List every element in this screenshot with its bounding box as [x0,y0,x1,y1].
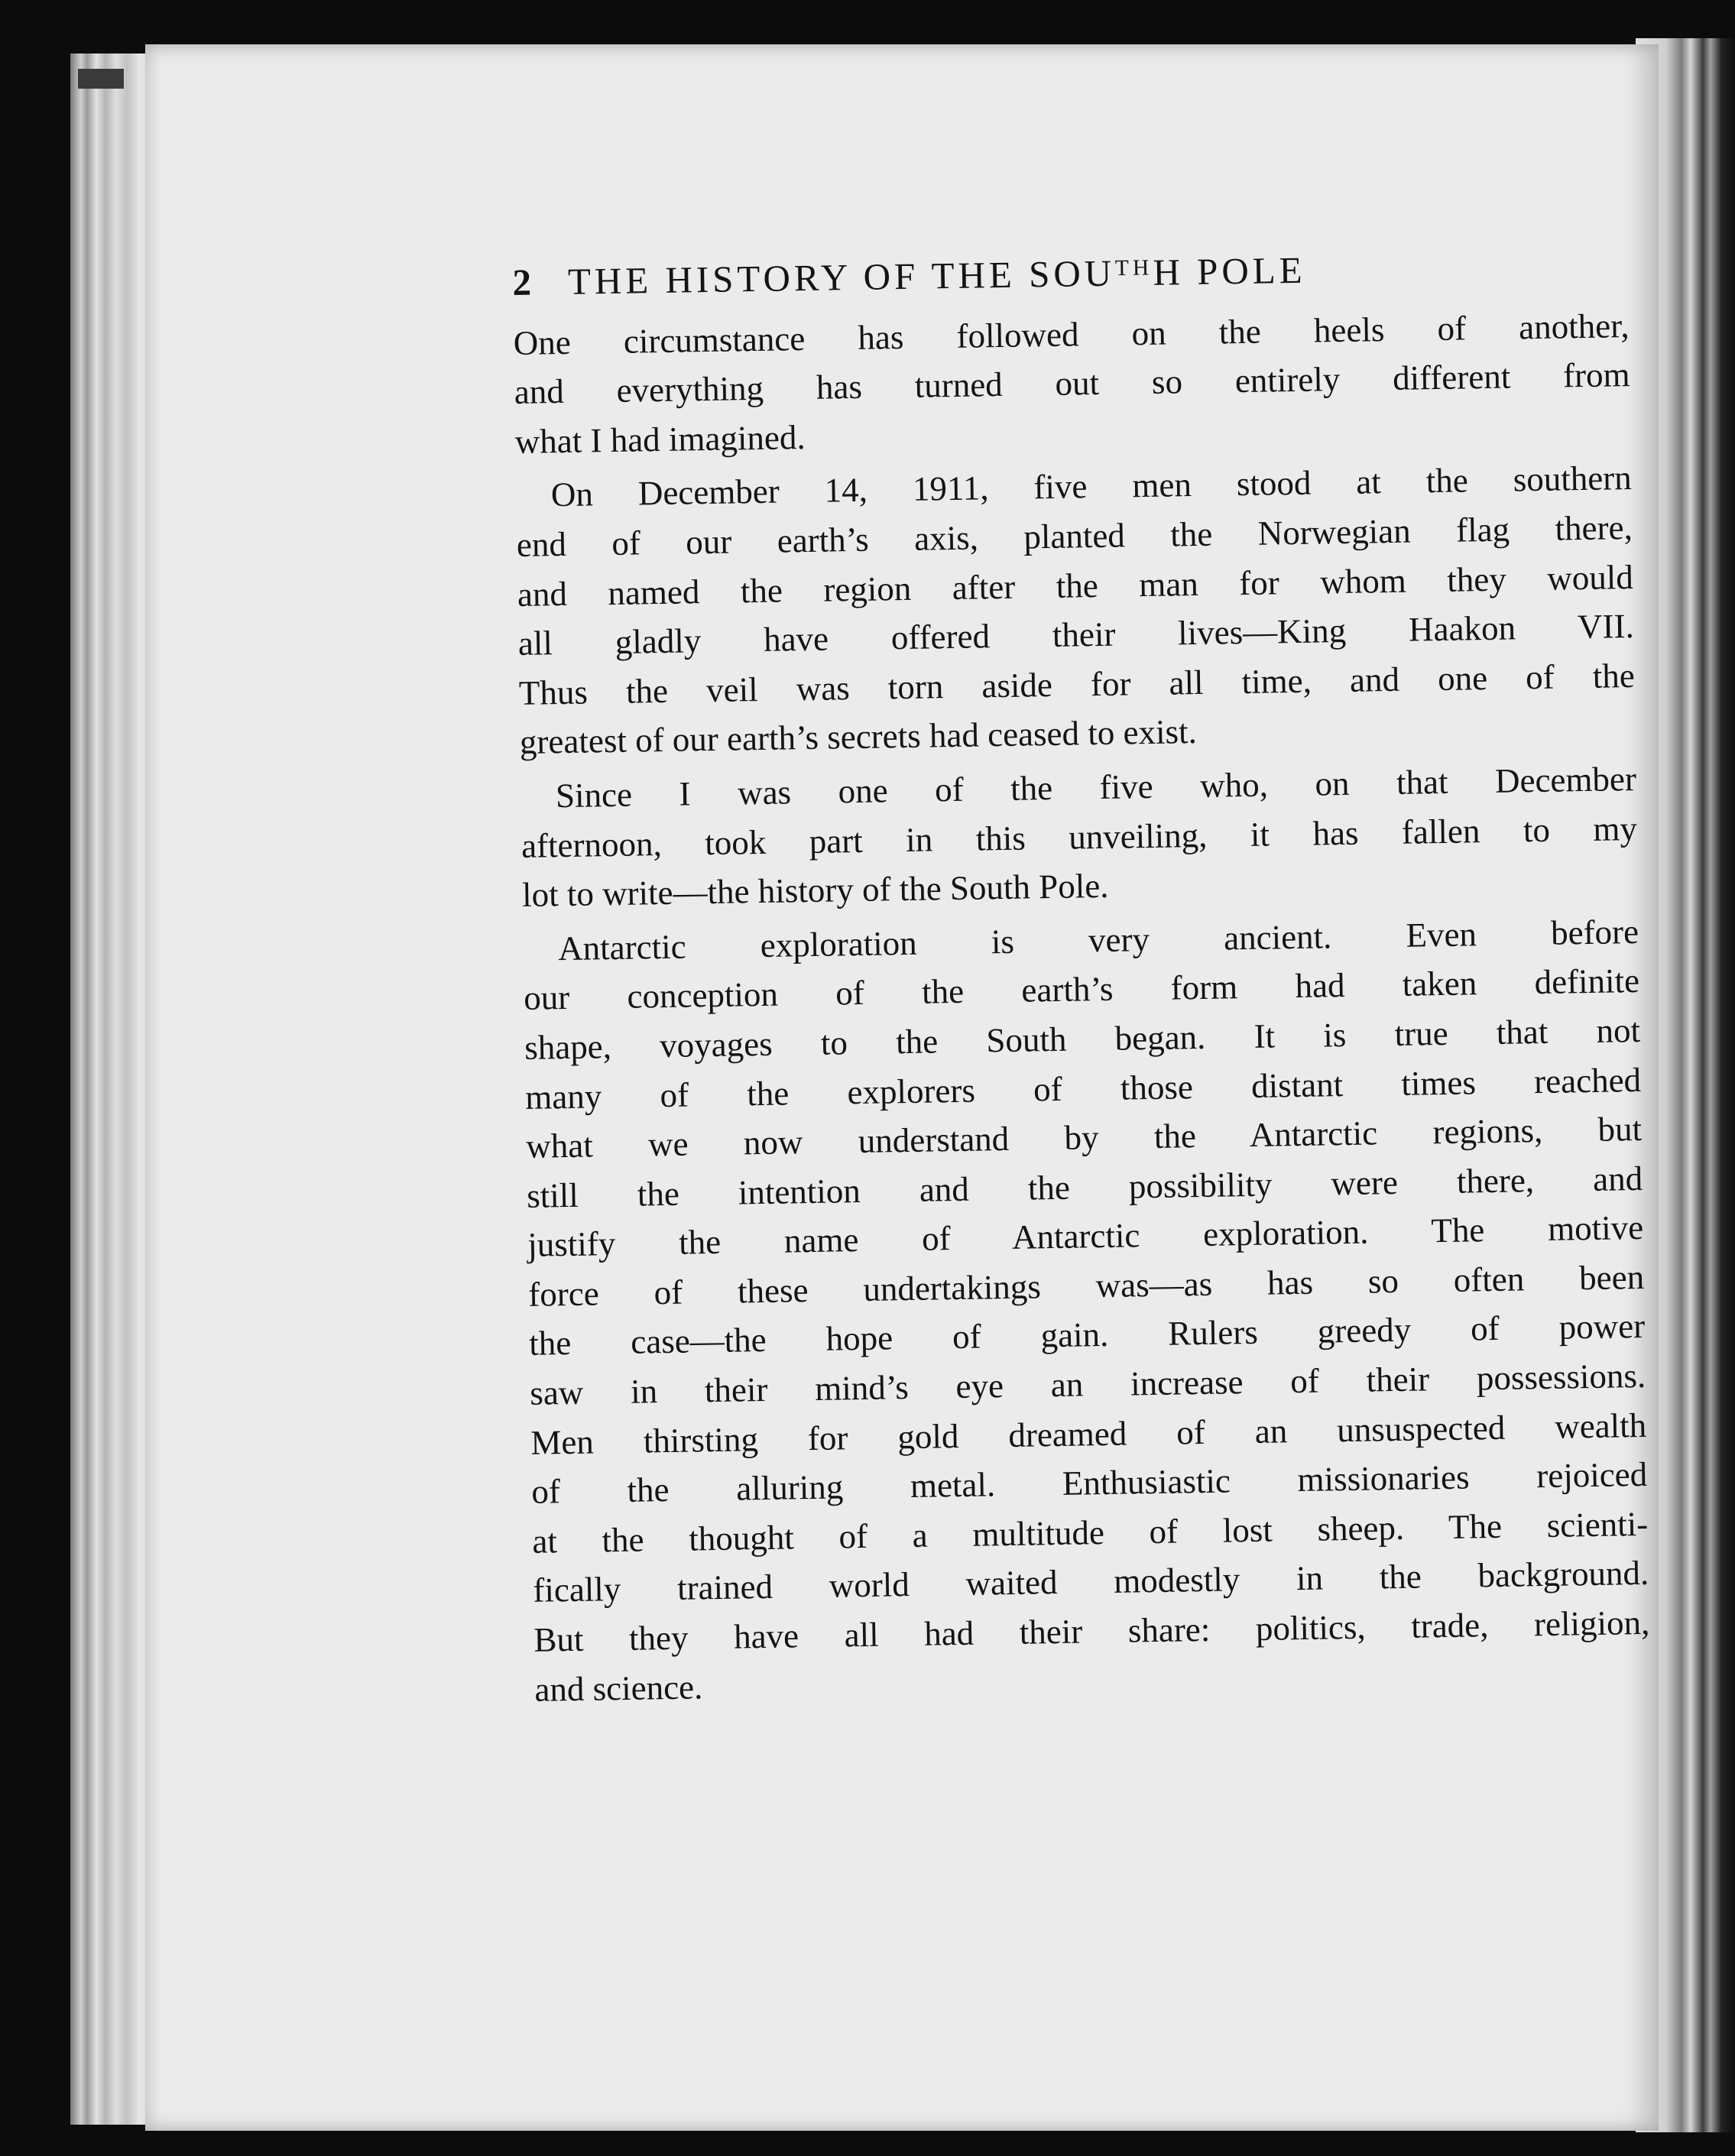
text-line: One circumstance has followed on the heels of another, [513,306,1630,362]
text-line: still the intention and the possibility were there, and [526,1159,1643,1215]
text-line: Since I was one of the five who, on that December [555,759,1637,815]
text-line: Men thirsting for gold dreamed of an unsuspected wealth [530,1405,1647,1462]
text-line: saw in their mind’s eye an increase of their possessions. [529,1356,1646,1412]
text-line: greatest of our earth’s secrets had ceased to exist. [519,712,1198,762]
text-line: of the alluring metal. Enthusiastic missionaries rejoiced [530,1455,1648,1512]
running-title: THE HISTORY OF THE SOUᵀᴴH POLE [567,248,1306,303]
text-line: fically trained world waited modestly in the background. [532,1554,1649,1610]
text-line: afternoon, took part in this unveiling, it has fallen to my [520,809,1638,865]
text-line: our conception of the earth’s form had taken definite [523,961,1640,1018]
text-line: justify the name of Antarctic exploration. The motive [527,1208,1644,1265]
text-line: what I had imagined. [514,417,806,461]
page-number: 2 [512,261,535,303]
text-line: and everything has turned out so entirely different from [514,355,1630,412]
text-line: all gladly have offered their lives—King Haakon VII. [517,607,1635,663]
text-line: lot to write—the history of the South Pole. [521,866,1109,915]
text-line: and named the region after the man for whom they would [517,557,1634,614]
edge-notch [78,69,124,89]
text-line: many of the explorers of those distant times reached [524,1060,1642,1117]
text-line: shape, voyages to the South began. It is true that not [524,1010,1641,1067]
text-line: the case—the hope of gain. Rulers greedy of power [528,1307,1646,1363]
paragraph-3 [520,754,1639,920]
text-line: what we now understand by the Antarctic regions, but [525,1110,1643,1166]
left-page-edges [70,53,154,2125]
book-page [145,44,1659,2131]
text-line: force of these undertakings was—as has so often been [527,1257,1645,1314]
running-head [512,241,1629,308]
text-line: On December 14, 1911, five men stood at the southern [550,459,1633,514]
text-line: But they have all had their share: politics, trade, religion, [533,1603,1650,1659]
text-line: at the thought of a multitude of lost sheep. The scienti- [531,1504,1649,1561]
paragraph-1 [513,301,1631,467]
text-line: and science. [534,1667,703,1709]
page-text-block [512,241,1651,1719]
text-line: Antarctic exploration is very ancient. Even before [557,912,1639,968]
text-line: Thus the veil was torn aside for all time, and one of the [518,656,1636,712]
paragraph-2 [515,453,1636,767]
text-line: end of our earth’s axis, planted the Norwegian flag there, [516,507,1633,564]
paragraph-4 [523,907,1651,1714]
